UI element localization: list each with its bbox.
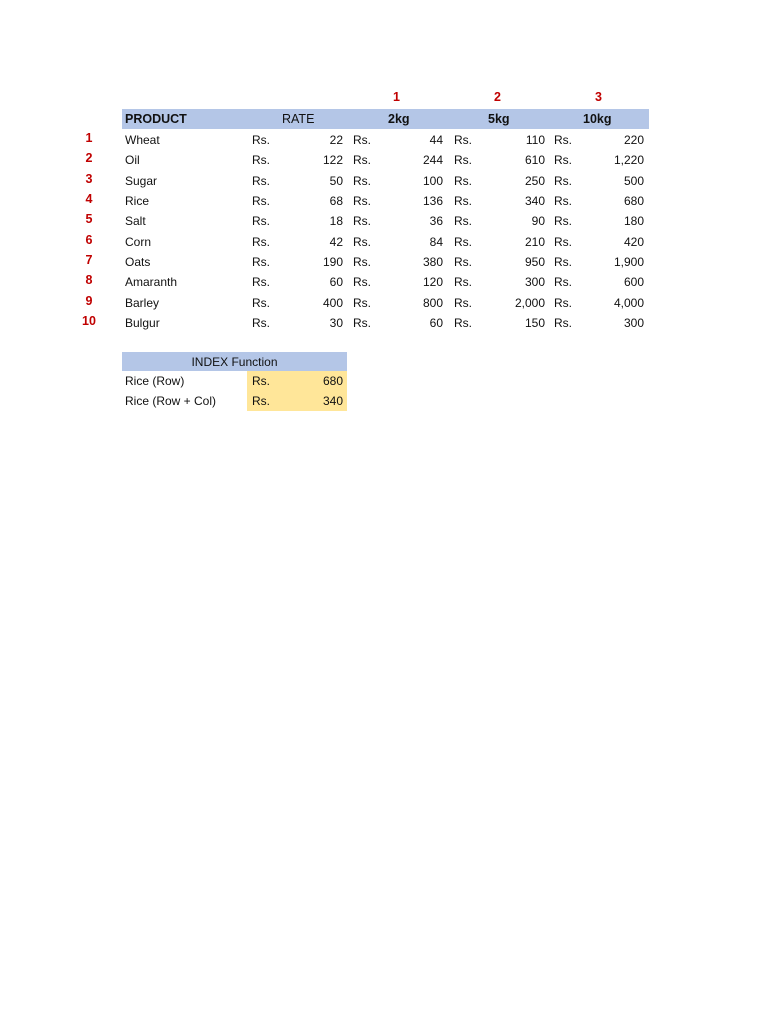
price-5kg-value: 150 bbox=[524, 316, 545, 330]
price-2kg-value: 244 bbox=[422, 153, 443, 167]
price-5kg-value: 610 bbox=[524, 153, 545, 167]
rate-value: 50 bbox=[329, 174, 343, 188]
product-name: Wheat bbox=[125, 133, 160, 147]
rate-value: 18 bbox=[329, 214, 343, 228]
row-number: 6 bbox=[85, 233, 93, 247]
price-2kg-currency: Rs. bbox=[353, 255, 371, 269]
price-2kg-currency: Rs. bbox=[353, 296, 371, 310]
price-5kg-currency: Rs. bbox=[454, 296, 472, 310]
column-index-1: 1 bbox=[393, 90, 400, 104]
price-5kg-value: 210 bbox=[524, 235, 545, 249]
price-10kg-value: 420 bbox=[623, 235, 644, 249]
price-2kg-value: 380 bbox=[422, 255, 443, 269]
row-number: 9 bbox=[85, 294, 93, 308]
product-name: Oil bbox=[125, 153, 140, 167]
price-5kg-currency: Rs. bbox=[454, 275, 472, 289]
price-5kg-value: 340 bbox=[524, 194, 545, 208]
price-2kg-value: 800 bbox=[422, 296, 443, 310]
product-name: Rice bbox=[125, 194, 150, 208]
rate-currency: Rs. bbox=[252, 153, 270, 167]
price-2kg-value: 120 bbox=[422, 275, 443, 289]
price-2kg-currency: Rs. bbox=[353, 316, 371, 330]
price-10kg-value: 600 bbox=[623, 275, 644, 289]
rate-value: 68 bbox=[329, 194, 343, 208]
price-10kg-value: 1,220 bbox=[613, 153, 644, 167]
price-2kg-value: 60 bbox=[429, 316, 443, 330]
index-currency-row: Rs. bbox=[252, 374, 270, 388]
price-5kg-currency: Rs. bbox=[454, 153, 472, 167]
rate-value: 122 bbox=[322, 153, 343, 167]
price-5kg-currency: Rs. bbox=[454, 214, 472, 228]
price-5kg-currency: Rs. bbox=[454, 194, 472, 208]
header-10kg: 10kg bbox=[583, 112, 612, 126]
product-name: Sugar bbox=[125, 174, 158, 188]
row-number: 5 bbox=[85, 212, 93, 226]
price-5kg-value: 90 bbox=[531, 214, 545, 228]
rate-currency: Rs. bbox=[252, 194, 270, 208]
header-product: PRODUCT bbox=[125, 112, 187, 126]
product-name: Oats bbox=[125, 255, 151, 269]
price-2kg-value: 44 bbox=[429, 133, 443, 147]
index-function-title: INDEX Function bbox=[191, 355, 278, 369]
row-number: 1 bbox=[85, 131, 93, 145]
price-10kg-currency: Rs. bbox=[554, 275, 572, 289]
table-header-bar bbox=[122, 109, 649, 129]
index-currency-row-col: Rs. bbox=[252, 394, 270, 408]
price-2kg-currency: Rs. bbox=[353, 214, 371, 228]
row-number: 2 bbox=[85, 151, 93, 165]
price-5kg-value: 2,000 bbox=[514, 296, 545, 310]
row-number: 10 bbox=[82, 314, 96, 328]
rate-currency: Rs. bbox=[252, 296, 270, 310]
price-2kg-value: 136 bbox=[422, 194, 443, 208]
price-10kg-value: 680 bbox=[623, 194, 644, 208]
index-label-row: Rice (Row) bbox=[125, 374, 185, 388]
price-5kg-currency: Rs. bbox=[454, 316, 472, 330]
price-2kg-currency: Rs. bbox=[353, 194, 371, 208]
price-10kg-currency: Rs. bbox=[554, 174, 572, 188]
price-2kg-value: 36 bbox=[429, 214, 443, 228]
price-10kg-value: 300 bbox=[623, 316, 644, 330]
price-10kg-value: 4,000 bbox=[613, 296, 644, 310]
price-10kg-value: 1,900 bbox=[613, 255, 644, 269]
price-10kg-value: 500 bbox=[623, 174, 644, 188]
price-2kg-currency: Rs. bbox=[353, 235, 371, 249]
price-10kg-currency: Rs. bbox=[554, 214, 572, 228]
rate-value: 400 bbox=[322, 296, 343, 310]
rate-value: 22 bbox=[329, 133, 343, 147]
rate-currency: Rs. bbox=[252, 174, 270, 188]
price-10kg-currency: Rs. bbox=[554, 255, 572, 269]
rate-currency: Rs. bbox=[252, 214, 270, 228]
rate-value: 60 bbox=[329, 275, 343, 289]
product-name: Barley bbox=[125, 296, 160, 310]
header-5kg: 5kg bbox=[488, 112, 510, 126]
product-name: Corn bbox=[125, 235, 152, 249]
price-10kg-value: 180 bbox=[623, 214, 644, 228]
rate-currency: Rs. bbox=[252, 316, 270, 330]
row-number: 8 bbox=[85, 273, 93, 287]
price-10kg-currency: Rs. bbox=[554, 296, 572, 310]
row-number: 3 bbox=[85, 172, 93, 186]
price-5kg-currency: Rs. bbox=[454, 255, 472, 269]
rate-value: 30 bbox=[329, 316, 343, 330]
rate-currency: Rs. bbox=[252, 275, 270, 289]
price-10kg-currency: Rs. bbox=[554, 194, 572, 208]
price-2kg-currency: Rs. bbox=[353, 133, 371, 147]
price-10kg-currency: Rs. bbox=[554, 316, 572, 330]
rate-currency: Rs. bbox=[252, 255, 270, 269]
price-5kg-value: 110 bbox=[525, 133, 545, 147]
index-value-row: 680 bbox=[322, 374, 343, 388]
price-10kg-currency: Rs. bbox=[554, 133, 572, 147]
price-10kg-currency: Rs. bbox=[554, 153, 572, 167]
price-2kg-currency: Rs. bbox=[353, 275, 371, 289]
index-label-row-col: Rice (Row + Col) bbox=[125, 394, 217, 408]
product-name: Amaranth bbox=[125, 275, 178, 289]
header-rate: RATE bbox=[282, 112, 315, 126]
rate-value: 42 bbox=[329, 235, 343, 249]
rate-currency: Rs. bbox=[252, 133, 270, 147]
price-5kg-value: 250 bbox=[524, 174, 545, 188]
column-index-2: 2 bbox=[494, 90, 501, 104]
price-5kg-currency: Rs. bbox=[454, 235, 472, 249]
header-2kg: 2kg bbox=[388, 112, 410, 126]
column-index-3: 3 bbox=[595, 90, 602, 104]
row-number: 4 bbox=[85, 192, 93, 206]
price-2kg-value: 84 bbox=[429, 235, 443, 249]
price-2kg-currency: Rs. bbox=[353, 174, 371, 188]
price-10kg-currency: Rs. bbox=[554, 235, 572, 249]
price-5kg-currency: Rs. bbox=[454, 133, 472, 147]
index-value-row-col: 340 bbox=[322, 394, 343, 408]
product-name: Salt bbox=[125, 214, 146, 228]
product-name: Bulgur bbox=[125, 316, 160, 330]
price-2kg-currency: Rs. bbox=[353, 153, 371, 167]
price-5kg-value: 300 bbox=[524, 275, 545, 289]
price-10kg-value: 220 bbox=[623, 133, 644, 147]
price-5kg-value: 950 bbox=[524, 255, 545, 269]
rate-value: 190 bbox=[322, 255, 343, 269]
row-number: 7 bbox=[85, 253, 93, 267]
price-5kg-currency: Rs. bbox=[454, 174, 472, 188]
rate-currency: Rs. bbox=[252, 235, 270, 249]
price-2kg-value: 100 bbox=[422, 174, 443, 188]
